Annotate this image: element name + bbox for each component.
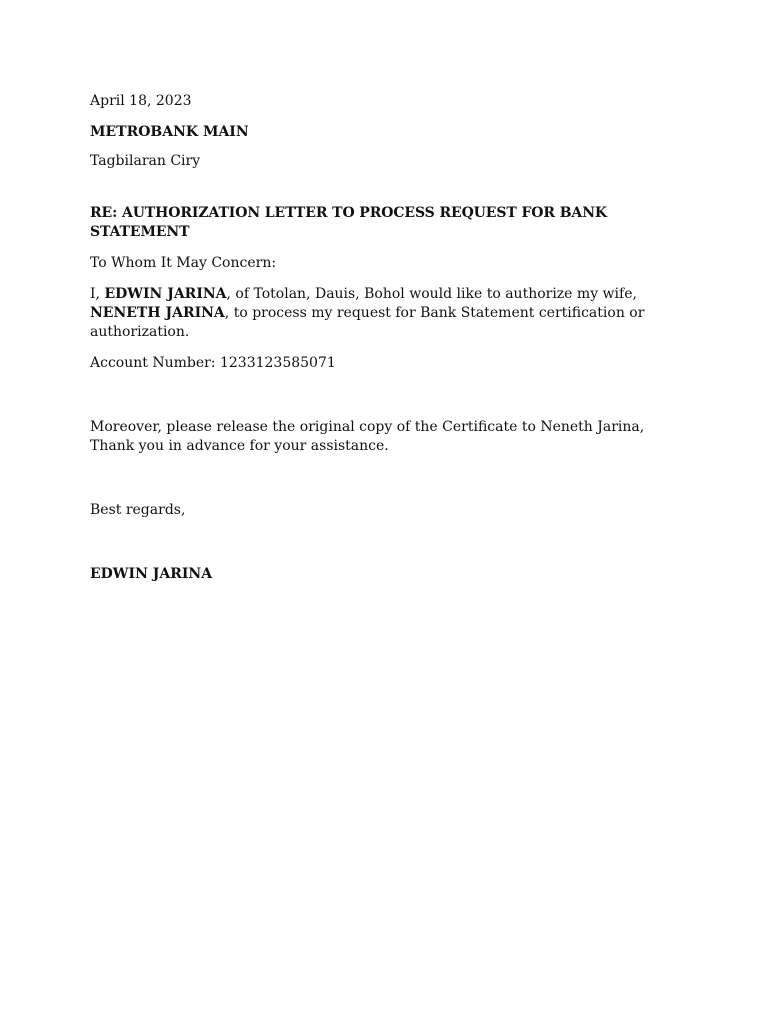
letter-body <box>90 92 680 584</box>
recipient-city: Tagbilaran Ciry <box>90 153 201 169</box>
account-number: Account Number: 1233123585071 <box>90 355 336 371</box>
salutation: To Whom It May Concern: <box>90 255 277 271</box>
letter-date: April 18, 2023 <box>90 93 192 109</box>
paragraph-prefix: I, <box>90 286 105 302</box>
recipient-name: METROBANK MAIN <box>90 124 249 140</box>
paragraph-authorization <box>90 285 680 342</box>
paragraph-middle: , of Totolan, Dauis, Bohol would like to authorize my wife, <box>226 286 637 302</box>
signature-name: EDWIN JARINA <box>90 566 213 582</box>
closing: Best regards, <box>90 502 186 518</box>
paragraph-suffix: , to process my request for Bank Statement certification or authorization. <box>90 305 645 340</box>
grantee-name: NENETH JARINA <box>90 305 225 321</box>
letter-subject: RE: AUTHORIZATION LETTER TO PROCESS REQUEST FOR BANK STATEMENT <box>90 205 607 240</box>
paragraph-release: Moreover, please release the original copy of the Certificate to Neneth Jarina, Thank you in advance for your assistance. <box>90 419 645 454</box>
grantor-name: EDWIN JARINA <box>104 286 227 302</box>
